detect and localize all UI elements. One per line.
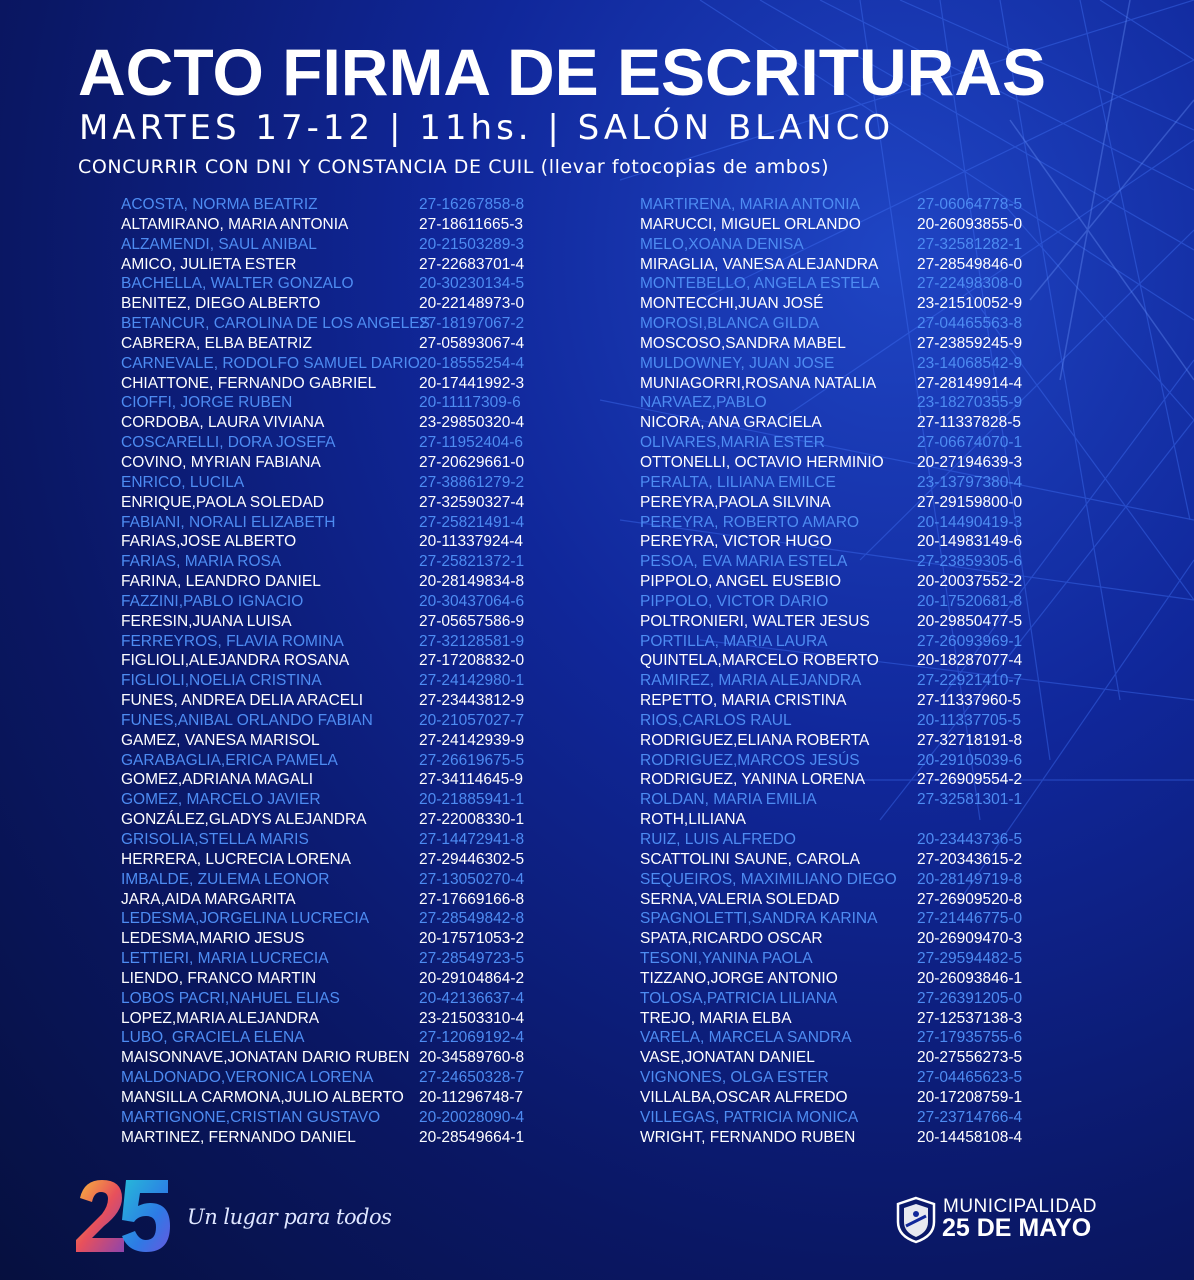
person-name: LUBO, GRACIELA ELENA bbox=[121, 1029, 305, 1047]
cuil-number: 27-28549846-0 bbox=[917, 255, 1023, 273]
person-name: WRIGHT, FERNANDO RUBEN bbox=[640, 1128, 856, 1146]
person-name: FIGLIOLI,ALEJANDRA ROSANA bbox=[121, 652, 350, 670]
person-name: MUNIAGORRI,ROSANA NATALIA bbox=[640, 374, 877, 392]
cuil-number: 27-11952404-6 bbox=[419, 434, 523, 452]
person-name: GRISOLIA,STELLA MARIS bbox=[121, 831, 309, 848]
cuil-number: 27-29594482-5 bbox=[917, 950, 1023, 968]
cuil-number: 27-32128581-9 bbox=[419, 632, 525, 650]
person-name: RUIZ, LUIS ALFREDO bbox=[640, 831, 796, 848]
cuil-number: 20-17208759-1 bbox=[917, 1088, 1023, 1106]
cuil-number: 27-32581301-1 bbox=[917, 791, 1023, 809]
cuil-number: 23-13797380-4 bbox=[917, 473, 1023, 491]
person-name: ACOSTA, NORMA BEATRIZ bbox=[121, 196, 318, 213]
person-name: RODRIGUEZ,ELIANA ROBERTA bbox=[640, 731, 870, 749]
person-name: TOLOSA,PATRICIA LILIANA bbox=[640, 989, 838, 1007]
person-name: LEDESMA,MARIO JESUS bbox=[121, 930, 305, 948]
person-name: HERRERA, LUCRECIA LORENA bbox=[121, 850, 351, 868]
person-name: MULDOWNEY, JUAN JOSE bbox=[640, 354, 835, 372]
person-name: LOPEZ,MARIA ALEJANDRA bbox=[121, 1009, 320, 1027]
cuil-number: 20-23443736-5 bbox=[917, 831, 1023, 848]
cuil-number: 20-17520681-8 bbox=[917, 592, 1023, 610]
person-name: LOBOS PACRI,NAHUEL ELIAS bbox=[121, 989, 340, 1007]
person-name: LEDESMA,JORGELINA LUCRECIA bbox=[121, 910, 370, 928]
person-name: FAZZINI,PABLO IGNACIO bbox=[121, 592, 304, 610]
cuil-number: 20-29850477-5 bbox=[917, 612, 1023, 630]
person-name: RIOS,CARLOS RAUL bbox=[640, 711, 792, 729]
cuil-number: 27-28549723-5 bbox=[419, 950, 525, 968]
cuil-number: 27-28549842-8 bbox=[419, 910, 525, 928]
person-name: MARTIGNONE,CRISTIAN GUSTAVO bbox=[121, 1108, 381, 1126]
cuil-number: 20-29104864-2 bbox=[419, 969, 525, 987]
cuil-number: 27-20343615-2 bbox=[917, 850, 1023, 868]
cuil-number: 27-23859305-6 bbox=[917, 553, 1023, 571]
cuil-number: 20-20037552-2 bbox=[917, 573, 1023, 591]
cuil-number: 27-22008330-1 bbox=[419, 811, 525, 829]
person-name: PEREYRA,PAOLA SILVINA bbox=[640, 493, 831, 511]
cuil-number: 27-12069192-4 bbox=[419, 1029, 525, 1047]
cuil-number: 23-21503310-4 bbox=[419, 1009, 525, 1027]
cuil-number: 27-04465563-8 bbox=[917, 315, 1023, 333]
person-name: COVINO, MYRIAN FABIANA bbox=[121, 453, 321, 471]
person-name: GAMEZ, VANESA MARISOL bbox=[121, 731, 320, 749]
person-name: ENRICO, LUCILA bbox=[121, 473, 245, 491]
person-name: JARA,AIDA MARGARITA bbox=[121, 890, 296, 908]
cuil-number: 27-17208832-0 bbox=[419, 652, 525, 670]
person-name: MOROSI,BLANCA GILDA bbox=[640, 315, 820, 333]
person-name: VARELA, MARCELA SANDRA bbox=[640, 1029, 852, 1047]
cuil-number: 27-06674070-1 bbox=[917, 434, 1023, 452]
cuil-number: 27-11337828-5 bbox=[917, 414, 1021, 432]
person-name: SPATA,RICARDO OSCAR bbox=[640, 930, 823, 948]
municipality-name: 25 DE MAYO bbox=[942, 1214, 1092, 1242]
person-name: FIGLIOLI,NOELIA CRISTINA bbox=[121, 672, 322, 690]
cuil-number: 20-22148973-0 bbox=[419, 295, 525, 313]
person-name: OTTONELLI, OCTAVIO HERMINIO bbox=[640, 453, 884, 471]
person-name: VILLEGAS, PATRICIA MONICA bbox=[640, 1108, 859, 1126]
cuil-number: 20-21057027-7 bbox=[419, 711, 525, 729]
cuil-number: 27-22683701-4 bbox=[419, 255, 525, 273]
person-name: FARINA, LEANDRO DANIEL bbox=[121, 573, 321, 591]
cuil-number: 20-21885941-1 bbox=[419, 791, 525, 809]
person-name: NARVAEZ,PABLO bbox=[640, 394, 767, 412]
cuil-number: 20-27556273-5 bbox=[917, 1049, 1023, 1067]
cuil-number: 27-26619675-5 bbox=[419, 751, 525, 769]
person-name: OLIVARES,MARIA ESTER bbox=[640, 434, 825, 452]
cuil-number: 20-11337705-5 bbox=[917, 711, 1021, 729]
person-name: MELO,XOANA DENISA bbox=[640, 235, 804, 253]
person-name: FARIAS, MARIA ROSA bbox=[121, 553, 282, 571]
cuil-number: 20-42136637-4 bbox=[419, 989, 525, 1007]
cuil-number: 27-24142939-9 bbox=[419, 731, 525, 749]
cuil-number: 27-23443812-9 bbox=[419, 692, 525, 710]
person-name: MOSCOSO,SANDRA MABEL bbox=[640, 334, 846, 352]
person-name: ENRIQUE,PAOLA SOLEDAD bbox=[121, 493, 324, 511]
cuil-number: 20-26093855-0 bbox=[917, 215, 1023, 233]
person-name: MIRAGLIA, VANESA ALEJANDRA bbox=[640, 255, 879, 273]
person-name: RAMIREZ, MARIA ALEJANDRA bbox=[640, 672, 862, 690]
person-name: PEREYRA, VICTOR HUGO bbox=[640, 533, 832, 551]
person-name: SCATTOLINI SAUNE, CAROLA bbox=[640, 850, 860, 868]
cuil-number: 20-14490419-3 bbox=[917, 513, 1023, 531]
person-name: NICORA, ANA GRACIELA bbox=[640, 414, 822, 432]
person-name: GOMEZ, MARCELO JAVIER bbox=[121, 791, 321, 809]
cuil-number: 20-30230134-5 bbox=[419, 275, 525, 293]
cuil-number: 20-14458108-4 bbox=[917, 1128, 1023, 1146]
person-name: ROLDAN, MARIA EMILIA bbox=[640, 791, 817, 809]
person-name: TIZZANO,JORGE ANTONIO bbox=[640, 969, 838, 987]
person-name: PORTILLA, MARIA LAURA bbox=[640, 632, 828, 650]
person-name: LETTIERI, MARIA LUCRECIA bbox=[121, 950, 329, 968]
municipality-label: MUNICIPALIDAD bbox=[943, 1196, 1097, 1217]
person-name: GONZÁLEZ,GLADYS ALEJANDRA bbox=[121, 811, 367, 829]
person-name: SERNA,VALERIA SOLEDAD bbox=[640, 890, 840, 908]
cuil-number: 27-26391205-0 bbox=[917, 989, 1023, 1007]
municipal-seal-icon bbox=[894, 1196, 938, 1244]
person-name: FABIANI, NORALI ELIZABETH bbox=[121, 513, 336, 531]
person-name: TESONI,YANINA PAOLA bbox=[640, 950, 813, 968]
cuil-number: 27-13050270-4 bbox=[419, 870, 525, 888]
person-name: MANSILLA CARMONA,JULIO ALBERTO bbox=[121, 1088, 404, 1106]
person-name: SPAGNOLETTI,SANDRA KARINA bbox=[640, 910, 878, 928]
person-name: ALTAMIRANO, MARIA ANTONIA bbox=[121, 215, 349, 233]
person-name: GARABAGLIA,ERICA PAMELA bbox=[121, 751, 338, 769]
person-name: MONTEBELLO, ANGELA ESTELA bbox=[640, 275, 880, 293]
page-title: ACTO FIRMA DE ESCRITURAS bbox=[78, 35, 1047, 109]
person-name: FERREYROS, FLAVIA ROMINA bbox=[121, 632, 344, 650]
person-name: CABRERA, ELBA BEATRIZ bbox=[121, 334, 312, 352]
person-name: MARUCCI, MIGUEL ORLANDO bbox=[640, 215, 861, 233]
cuil-number: 20-20028090-4 bbox=[419, 1108, 525, 1126]
cuil-number: 27-32581282-1 bbox=[917, 235, 1023, 253]
cuil-number: 27-22921410-7 bbox=[917, 672, 1023, 690]
cuil-number: 23-21510052-9 bbox=[917, 295, 1023, 313]
cuil-number: 20-27194639-3 bbox=[917, 453, 1023, 471]
cuil-number: 27-04465623-5 bbox=[917, 1069, 1023, 1087]
cuil-number: 27-16267858-8 bbox=[419, 196, 525, 213]
person-name: QUINTELA,MARCELO ROBERTO bbox=[640, 652, 879, 670]
cuil-number: 20-11117309-6 bbox=[419, 394, 521, 412]
person-name: BACHELLA, WALTER GONZALO bbox=[121, 275, 354, 293]
person-name: MAISONNAVE,JONATAN DARIO RUBEN bbox=[121, 1049, 410, 1067]
cuil-number: 27-28149914-4 bbox=[917, 374, 1023, 392]
cuil-number: 20-26909470-3 bbox=[917, 930, 1023, 948]
cuil-number: 27-12537138-3 bbox=[917, 1009, 1023, 1027]
cuil-number: 23-14068542-9 bbox=[917, 354, 1023, 372]
cuil-number: 27-05893067-4 bbox=[419, 334, 525, 352]
person-name: REPETTO, MARIA CRISTINA bbox=[640, 692, 847, 710]
person-name: BETANCUR, CAROLINA DE LOS ANGELES bbox=[121, 315, 430, 333]
cuil-number: 27-22498308-0 bbox=[917, 275, 1023, 293]
person-name: RODRIGUEZ, YANINA LORENA bbox=[640, 771, 866, 789]
person-name: FUNES, ANDREA DELIA ARACELI bbox=[121, 692, 364, 710]
person-name: TREJO, MARIA ELBA bbox=[640, 1009, 792, 1027]
person-name: CORDOBA, LAURA VIVIANA bbox=[121, 414, 325, 432]
cuil-number: 27-25821372-1 bbox=[419, 553, 525, 571]
instructions-text: CONCURRIR CON DNI Y CONSTANCIA DE CUIL (llevar fotocopias de ambos) bbox=[78, 156, 830, 178]
person-name: VASE,JONATAN DANIEL bbox=[640, 1049, 815, 1067]
person-name: MARTIRENA, MARIA ANTONIA bbox=[640, 196, 860, 213]
person-name: ROTH,LILIANA bbox=[640, 811, 746, 829]
cuil-number: 23-18270355-9 bbox=[917, 394, 1023, 412]
person-name: VILLALBA,OSCAR ALFREDO bbox=[640, 1088, 848, 1106]
cuil-number: 27-17935755-6 bbox=[917, 1029, 1023, 1047]
cuil-number: 20-18555254-4 bbox=[419, 354, 525, 372]
logo-25-icon bbox=[74, 1176, 174, 1256]
cuil-number: 27-29159800-0 bbox=[917, 493, 1023, 511]
cuil-number: 20-18287077-4 bbox=[917, 652, 1023, 670]
cuil-number: 27-34114645-9 bbox=[419, 771, 523, 789]
person-name: CIOFFI, JORGE RUBEN bbox=[121, 394, 293, 412]
cuil-number: 20-17571053-2 bbox=[419, 930, 525, 948]
person-name: MARTINEZ, FERNANDO DANIEL bbox=[121, 1128, 356, 1146]
cuil-number: 27-24650328-7 bbox=[419, 1069, 525, 1087]
cuil-number: 20-14983149-6 bbox=[917, 533, 1023, 551]
tagline: Un lugar para todos bbox=[187, 1205, 392, 1229]
cuil-number: 27-06064778-5 bbox=[917, 196, 1023, 213]
cuil-number: 20-28549664-1 bbox=[419, 1128, 525, 1146]
cuil-number: 27-32590327-4 bbox=[419, 493, 525, 511]
person-name: FUNES,ANIBAL ORLANDO FABIAN bbox=[121, 711, 373, 729]
cuil-number: 20-17441992-3 bbox=[419, 374, 525, 392]
cuil-number: 27-29446302-5 bbox=[419, 850, 525, 868]
cuil-number: 27-18611665-3 bbox=[419, 215, 523, 233]
cuil-number: 27-17669166-8 bbox=[419, 890, 525, 908]
event-details: MARTES 17-12 | 11hs. | SALÓN BLANCO bbox=[79, 108, 895, 148]
person-name: CHIATTONE, FERNANDO GABRIEL bbox=[121, 374, 377, 392]
cuil-number: 27-32718191-8 bbox=[917, 731, 1023, 749]
person-name: MALDONADO,VERONICA LORENA bbox=[121, 1069, 374, 1087]
cuil-number: 20-29105039-6 bbox=[917, 751, 1023, 769]
cuil-number: 20-26093846-1 bbox=[917, 969, 1023, 987]
person-name: PIPPOLO, ANGEL EUSEBIO bbox=[640, 573, 842, 591]
cuil-number: 20-34589760-8 bbox=[419, 1049, 525, 1067]
cuil-number: 27-23714766-4 bbox=[917, 1108, 1023, 1126]
person-name: PERALTA, LILIANA EMILCE bbox=[640, 473, 836, 491]
cuil-number: 20-11296748-7 bbox=[419, 1088, 523, 1106]
cuil-number: 23-29850320-4 bbox=[419, 414, 525, 432]
person-name: PEREYRA, ROBERTO AMARO bbox=[640, 513, 860, 531]
person-name: PESOA, EVA MARIA ESTELA bbox=[640, 553, 848, 571]
cuil-number: 27-05657586-9 bbox=[419, 612, 525, 630]
person-name: PIPPOLO, VICTOR DARIO bbox=[640, 592, 829, 610]
cuil-number: 27-26909554-2 bbox=[917, 771, 1023, 789]
person-name: MONTECCHI,JUAN JOSÉ bbox=[640, 295, 824, 313]
person-name: RODRIGUEZ,MARCOS JESÚS bbox=[640, 751, 860, 769]
cuil-number: 27-26909520-8 bbox=[917, 890, 1023, 908]
person-name: IMBALDE, ZULEMA LEONOR bbox=[121, 870, 330, 888]
cuil-number: 27-24142980-1 bbox=[419, 672, 525, 690]
person-name: VIGNONES, OLGA ESTER bbox=[640, 1069, 829, 1087]
cuil-number: 27-20629661-0 bbox=[419, 453, 525, 471]
person-name: ALZAMENDI, SAUL ANIBAL bbox=[121, 235, 317, 253]
person-name: POLTRONIERI, WALTER JESUS bbox=[640, 612, 870, 630]
cuil-number: 20-28149834-8 bbox=[419, 573, 525, 591]
person-name: AMICO, JULIETA ESTER bbox=[121, 255, 297, 273]
person-name: COSCARELLI, DORA JOSEFA bbox=[121, 434, 336, 452]
person-name: GOMEZ,ADRIANA MAGALI bbox=[121, 771, 314, 789]
cuil-number: 27-18197067-2 bbox=[419, 315, 525, 333]
cuil-number: 20-11337924-4 bbox=[419, 533, 523, 551]
cuil-number: 27-25821491-4 bbox=[419, 513, 525, 531]
cuil-number: 27-23859245-9 bbox=[917, 334, 1023, 352]
person-name: SEQUEIROS, MAXIMILIANO DIEGO bbox=[640, 870, 897, 888]
person-name: LIENDO, FRANCO MARTIN bbox=[121, 969, 317, 987]
person-name: FARIAS,JOSE ALBERTO bbox=[121, 533, 297, 551]
cuil-number: 20-30437064-6 bbox=[419, 592, 525, 610]
cuil-number: 27-11337960-5 bbox=[917, 692, 1021, 710]
cuil-number: 20-21503289-3 bbox=[419, 235, 525, 253]
cuil-number: 27-14472941-8 bbox=[419, 831, 525, 848]
person-name: CARNEVALE, RODOLFO SAMUEL DARIO bbox=[121, 354, 420, 372]
cuil-number: 27-38861279-2 bbox=[419, 473, 525, 491]
person-name: FERESIN,JUANA LUISA bbox=[121, 612, 292, 630]
cuil-number: 27-26093969-1 bbox=[917, 632, 1023, 650]
cuil-number: 27-21446775-0 bbox=[917, 910, 1023, 928]
cuil-number: 20-28149719-8 bbox=[917, 870, 1023, 888]
person-name: BENITEZ, DIEGO ALBERTO bbox=[121, 295, 321, 313]
